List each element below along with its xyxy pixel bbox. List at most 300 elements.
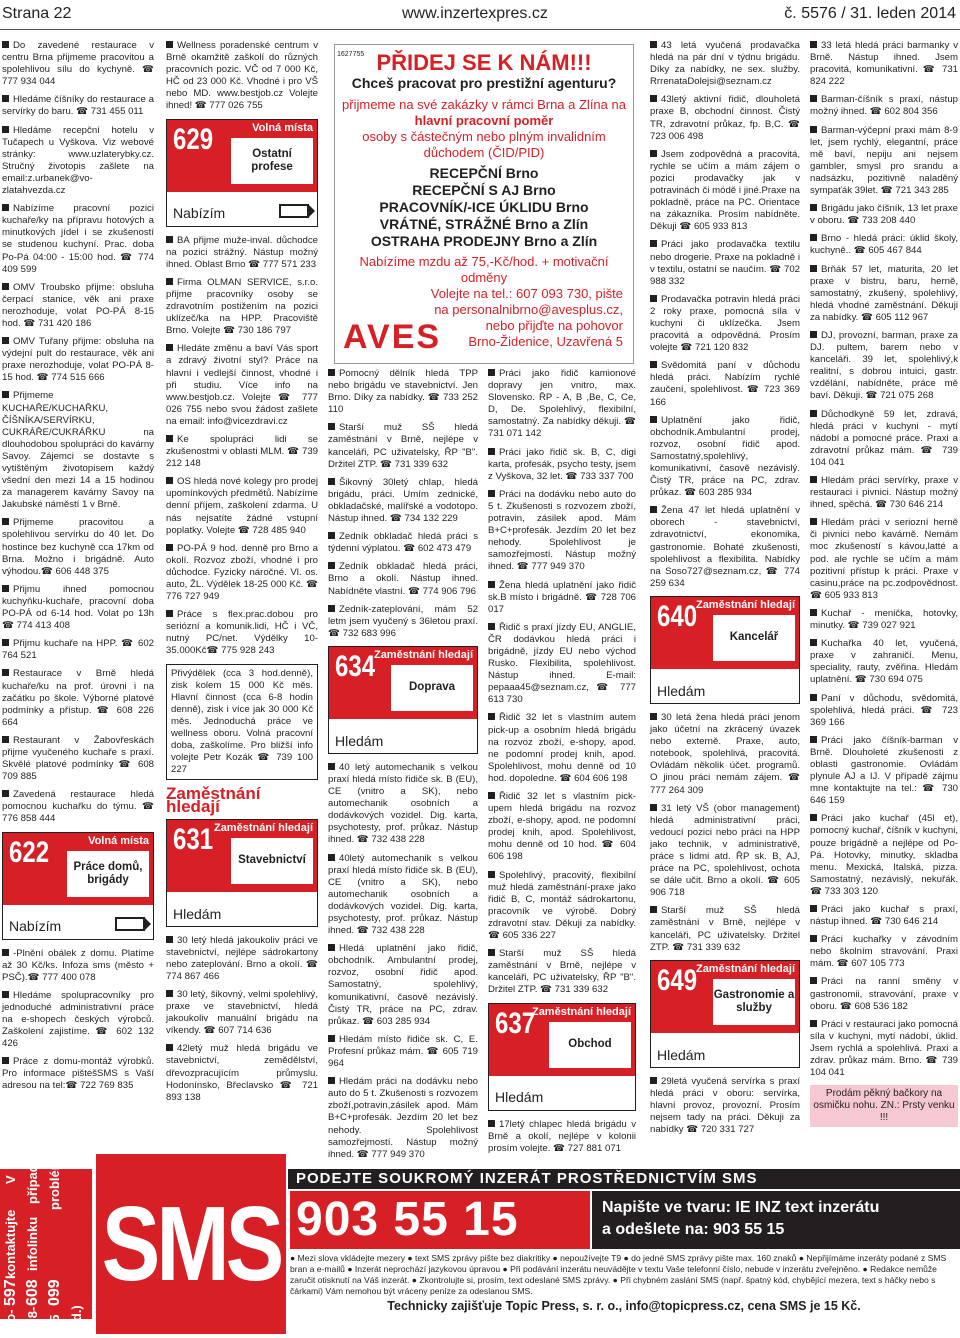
category-box-631 bbox=[166, 819, 318, 927]
ad-text: Do zavedené restaurace v centru Brna přijmeme pracovitou a spolehlivou sílu do kychyně. ☎ 777 934 044 bbox=[2, 40, 154, 88]
category-kind: Hledám bbox=[657, 682, 706, 699]
category-title: Doprava bbox=[391, 665, 473, 711]
category-number: 631 bbox=[173, 822, 214, 856]
bullet-square-icon bbox=[488, 949, 495, 956]
classified-ad bbox=[650, 712, 800, 797]
sms-banner bbox=[0, 1150, 960, 1338]
category-number: 634 bbox=[335, 649, 376, 683]
bullet-square-icon bbox=[810, 234, 817, 241]
arrow-icon bbox=[279, 204, 309, 218]
bullet-square-icon bbox=[650, 416, 657, 423]
ad-text: Spolehlivý, pracovitý, flexibilní muž hledá zaměstnání-praxe jako řidič B, C, montáž sádrokartonu, pracovník ve výrobě. Dobrý zdravotní stav. Děkuji za nabídky. ☎ 605 336 227 bbox=[488, 869, 636, 942]
category-type: Zaměstnání hledají bbox=[695, 598, 795, 611]
category-type: Volná místa bbox=[252, 121, 313, 134]
ad-text: OMV Tuřany přijme: obsluha na výdejní pult do restaurace, věk ani praxe nerozhoduje, volat PO-PÁ 8-15 hod. ☎ 774 515 666 bbox=[2, 336, 154, 384]
classified-ad bbox=[650, 149, 800, 234]
bullet-square-icon bbox=[2, 126, 9, 133]
bullet-square-icon bbox=[810, 639, 817, 646]
ad-text: 40 letý automechanik s velkou praxí hledá místo řidiče sk. B (EU), CE (vnitro a SK), nebo automechanik osobních a dodávkových vozidel. Dig. karta, psychotesty, prof. průkaz. Nástup ihned. ☎ 732 438 228 bbox=[328, 761, 478, 846]
ad-text: DJ, provozní, barman, praxe za DJ. pultem, barem nebo v kanceláři. 39 let, spolehlivý,k realitní, s dobrou intuici, gastr. vzdělání, nabídněte, práce mě baví. Děkuji. ☎ 721 075 268 bbox=[810, 329, 958, 402]
category-type: Volná místa bbox=[88, 834, 149, 847]
classified-ad bbox=[2, 990, 154, 1050]
ad-list bbox=[2, 948, 154, 1093]
ad-text: Barman-výčepní praxi mám 8-9 let, jsem rychlý, elegantní, práce mě baví, nepiju ani nejsem gambler, smysl pro srandu a nadsázku, pozitivně naladěný sympaťák 39let. ☎ 721 343 285 bbox=[810, 124, 958, 197]
bullet-square-icon bbox=[328, 854, 335, 861]
column-6 bbox=[810, 40, 958, 1127]
ad-text: 31 letý VŠ (obor management) hledá administrativní práci, vedoucí pozici nebo práci na HPP jako technik, v administrativě, práce s lidmi atd. ŘP sk. B, AJ, práce na PC, spolehlivost, ochota se dále učit. Brno a okolí. ☎ 605 906 718 bbox=[650, 802, 800, 899]
ad-text: Wellness poradenské centrum v Brně okamžitě zaškolí do různých pracovních pozic. VČ od 7 000 Kč, HČ od 23 000 Kč. Vhodné i pro VŠ nebo MD. www.bestjob.cz Volejte ihned! ☎ 777 026 755 bbox=[166, 40, 318, 112]
bullet-square-icon bbox=[2, 949, 9, 956]
bullet-square-icon bbox=[2, 204, 9, 211]
ad-text: Žena hledá uplatnění jako řidič sk.B místo i brigádně. ☎ 728 706 017 bbox=[488, 579, 636, 615]
ad-text: Restaurant v Žabovřeskách přijme vyučeného kuchaře s praxí. Skvělé platové podmínky ☎ 608 709 885 bbox=[2, 734, 154, 783]
classified-ad bbox=[810, 475, 958, 511]
ad-text: Důchodkyně 59 let, zdravá, hledá práci v kuchyni - mytí nádobí a pomocné práce. Praxi a zdravotní průkaz mám. ☎ 739 104 041 bbox=[810, 408, 958, 468]
classified-ad bbox=[328, 853, 478, 938]
classified-ad bbox=[166, 935, 318, 983]
ad-list bbox=[650, 1076, 800, 1136]
ad-text: Zedník obkladač hledá práci s týdenní výplatou. ☎ 602 473 479 bbox=[328, 531, 478, 555]
classified-ad bbox=[810, 735, 958, 808]
aves-text: Brno-Židenice, Uzavřená 5 bbox=[468, 334, 623, 349]
aves-text: osoby s částečným nebo plným invalidním důchodem (ČID/PID) bbox=[362, 129, 606, 160]
ad-text: Hledáme číšníky do restaurace a servírky do baru. ☎ 731 455 011 bbox=[2, 94, 154, 118]
ad-text: Firma OLMAN SERVICE, s.r.o. přijme pracovníky osoby se zdravotním postižením na pozici uklízeč/ka na HPP. Pracoviště Brno. Volejte ☎ 730 186 797 bbox=[166, 276, 318, 337]
classified-ad bbox=[328, 561, 478, 597]
classified-ad bbox=[488, 447, 636, 483]
ad-text: Zavedená restaurace hledá pomocnou kuchařku do týmu. ☎ 776 858 444 bbox=[2, 789, 154, 825]
bullet-square-icon bbox=[166, 278, 173, 285]
bullet-square-icon bbox=[650, 713, 657, 720]
aves-position: OSTRAHA PRODEJNY Brno a Zlín bbox=[370, 233, 598, 249]
classified-ad bbox=[810, 976, 958, 1012]
ad-text: Práci v restauraci jako pomocná síla v kuchyni, mytí nádobí, úklid. Jsem rychlá a spolehlivá. Praxi a zdrav. průkaz mám. Brno. ☎ 739 104 041 bbox=[810, 1018, 958, 1079]
category-title: Ostatní profese bbox=[231, 138, 313, 184]
category-box-649 bbox=[650, 960, 800, 1068]
classified-ad bbox=[488, 580, 636, 616]
bullet-square-icon bbox=[810, 95, 817, 102]
bullet-square-icon bbox=[328, 562, 335, 569]
aves-text: Nabízíme mzdu až 75,-Kč/hod. + motivační odměny bbox=[359, 254, 609, 285]
ad-list bbox=[166, 235, 318, 658]
ad-text: Šikovný 30letý chlap, hledá brigádu, práci. Umím zednické, obkladačské, malířské a vodotopo. Nástup ihned. ☎ 734 132 229 bbox=[328, 476, 478, 525]
aves-text: přijmeme na své zakázky v rámci Brna a Zlína na bbox=[342, 97, 626, 112]
bullet-square-icon bbox=[2, 669, 9, 676]
bullet-square-icon bbox=[810, 476, 817, 483]
sms-rules: ● Mezi slova vkládejte mezery ● text SMS zprávy pište bez diakritiky ● nepoužívejte T9 ● do jedné SMS zprávy pište max. 160 znaků ● Nepřijímáme inzeráty podané z SMS bran a e-mailů ● Inzerát neprochází jazykovou úpravou ● Při podávání inzerátu neuvádějte v textu Vaše telefonní číslo, nebude v inzerátu zveřejněno. ● Redakce nemůže zaručit otisknutí na Váš inzerát. ● Zkontrolujte si, prosím, text odeslané SMS zprávy. ● Při chybném zaslání SMS (např. špatný kód, chybějící mezera, text s háčky nebo s čárkami) Vám nemohou být vráceny peníze za odeslanou SMS. bbox=[290, 1253, 947, 1296]
bullet-square-icon bbox=[166, 544, 173, 551]
ad-text: Paní v důchodu, svědomitá, spolehlivá, hledá práci. ☎ 723 369 166 bbox=[810, 692, 958, 728]
classified-ad bbox=[488, 870, 636, 943]
classified-ad bbox=[166, 434, 318, 470]
classified-ad bbox=[166, 277, 318, 337]
classified-ad bbox=[2, 668, 154, 728]
bullet-square-icon bbox=[810, 609, 817, 616]
classified-ad bbox=[166, 235, 318, 271]
bullet-square-icon bbox=[2, 991, 9, 998]
ad-text: Práce s flex.prac.dobou pro seriózní a komunik.lidi, HČ i VČ, nutný PC/net. Výdělky 10-35.000Kč☎ 775 928 243 bbox=[166, 609, 318, 657]
category-number: 649 bbox=[657, 963, 698, 997]
classified-ad bbox=[488, 712, 636, 785]
aves-subheadline: Chceš pracovat pro prestižní agenturu? bbox=[351, 75, 617, 91]
category-kind: Hledám bbox=[335, 732, 384, 749]
classified-ad bbox=[2, 390, 154, 511]
infoline-text: V případě problémů bbox=[3, 1150, 62, 1210]
ad-text: Hledám práci servírky, praxe v restauraci i pivnici. Nástup možný ihned, spěchá. ☎ 730 646 214 bbox=[810, 475, 958, 511]
aves-text: Volejte na tel.: 607 093 730, pište bbox=[430, 286, 623, 301]
category-title: Stavebnictví bbox=[231, 838, 313, 884]
bullet-square-icon bbox=[2, 790, 9, 797]
ad-text: 30 letý hledá jakoukoliv práci ve stavebnictví, nejlépe sádrokartony nebo zateplování. Brno a okolí. ☎ 774 867 466 bbox=[166, 934, 318, 982]
ad-text: 29letá vyučená servírka s praxí hledá práci v oboru: servírka, hlavní provoz, provozní. Prosím nejsem tady na práci. Děkuji za nabídky ☎ 720 331 727 bbox=[650, 1075, 800, 1136]
classified-ad bbox=[488, 948, 636, 996]
classified-ad bbox=[2, 125, 154, 198]
classified-ad bbox=[650, 40, 800, 88]
classified-ad bbox=[2, 948, 154, 984]
ad-text: Řidič 32 let s vlastním pick-upem hledá brigádu na rozvoz zboží, e-shopy, apod. ne podomní prodej knih, apod. Spolehlivost, mohu denně od 10 hod. ☎ 604 606 198 bbox=[488, 791, 636, 863]
bullet-square-icon bbox=[488, 871, 495, 878]
classified-ad bbox=[488, 368, 636, 441]
column-4 bbox=[488, 368, 636, 1161]
bullet-square-icon bbox=[810, 41, 817, 48]
bullet-square-icon bbox=[488, 1120, 495, 1127]
bullet-square-icon bbox=[810, 331, 817, 338]
classified-ad bbox=[166, 476, 318, 536]
classified-ad bbox=[488, 489, 636, 574]
ad-text: Zedník-zateplování, mám 52 letm jsem vyučený s 36letou praxí. ☎ 732 683 996 bbox=[328, 603, 478, 639]
ad-text: OMV Troubsko přijme: obsluha čerpací stanice, věk ani praxe nerozhoduje, volat PO-PÁ 8-15 hod. ☎ 731 420 186 bbox=[2, 281, 154, 329]
category-type: Zaměstnání hledají bbox=[373, 648, 473, 661]
ad-text: Práci jako řidič sk. B, C, digi karta, profesák, psycho testy, jsem z Vyškova, 32 let. ☎ 733 337 700 bbox=[488, 446, 636, 482]
ad-text: Řidič s praxí jízdy EU, ANGLIE, ČR dodávkou hledá práci i brigádně, jízdy EU nebo východ Rusko. Flexibilita, spolehlivost. Nástup ihned. E-mail: pepaaa45@seznam.cz, ☎ 777 613 730 bbox=[488, 621, 636, 706]
classified-ad bbox=[328, 1034, 478, 1070]
ad-text: Přijmeme KUCHAŘE/KUCHAŘKU, ČÍŠNÍKA/SERVÍRKU, CUKRÁŘE/CUKRÁŘKU na dlouhodobou spolupráci do kavárny Savoy. Zájemci se dostavte s vytištěným životopisem každý všední den mezi 14 a 15 hodinou za managerem kavárny Savoy na Jakubské náměstí 1 v Brně. bbox=[2, 390, 154, 511]
ad-code: 1627755 bbox=[337, 51, 365, 58]
category-number: 629 bbox=[173, 122, 214, 156]
infoline-hours: (po-pá 8-15 hod.) bbox=[3, 1305, 84, 1338]
ad-list bbox=[488, 1119, 636, 1155]
ad-text: Prodavačka potravin hledá práci 2 roky praxe, pomocná síla v kuchyni či uklízečka. Jsem pracovitá a odpovědná. Prosím volejte ☎ 721 120 832 bbox=[650, 293, 800, 354]
bullet-square-icon bbox=[2, 95, 9, 102]
aves-text: hlavní pracovní poměr bbox=[414, 113, 554, 128]
classified-ad bbox=[328, 368, 478, 416]
ad-list bbox=[650, 40, 800, 590]
classified-ad bbox=[166, 609, 318, 657]
infoline-text: kontaktujte infolinku bbox=[3, 1209, 40, 1280]
bullet-square-icon bbox=[328, 1077, 335, 1084]
page-header bbox=[0, 0, 960, 30]
ad-text: Pomocný dělník hledá TPP nebo brigádu ve stavebnictví. Jen Brno. Díky za nabídky. ☎ 733 252 110 bbox=[328, 368, 478, 416]
bullet-square-icon bbox=[810, 977, 817, 984]
ad-text: OS hledá nové kolegy pro prodej upomínkových předmětů. Nabízíme denní příjem, zaškolení zdarma. U nás nejsatíte žádné vstupní poplatky. Volejte ☎ 728 485 940 bbox=[166, 476, 318, 536]
bullet-square-icon bbox=[488, 490, 495, 497]
column-1 bbox=[2, 40, 154, 1099]
sms-number[interactable]: 903 55 15 bbox=[290, 1191, 590, 1249]
ad-list bbox=[328, 368, 478, 640]
classified-ad bbox=[810, 264, 958, 324]
ad-text: Práci jako kuchař s praxí, nástup ihned. ☎ 730 646 214 bbox=[810, 904, 958, 928]
bullet-square-icon bbox=[2, 391, 9, 398]
ad-text: 43letý aktivní řidič, dlouholetá praxe B, obchodní činnost. Čistý TR, zdravotní průkaz, fp. B,C. ☎ 723 006 498 bbox=[650, 94, 800, 142]
ad-text: Starší muž SŠ hledá zaměstnání v Brně, nejlépe v kanceláři, PC uživatelsky. Držitel ZTP. ☎ 731 339 632 bbox=[650, 905, 800, 953]
sms-footer: Technicky zajišťuje Topic Press, s. r. o., info@topicpress.cz, cena SMS je 15 Kč. bbox=[387, 1299, 861, 1313]
classified-ad bbox=[328, 477, 478, 525]
pink-boxed-ad: Prodám pěkný bačkory na osmičku nohu. ZN.: Prsty venku !!! bbox=[810, 1085, 958, 1127]
classified-ad bbox=[166, 40, 318, 113]
bullet-square-icon bbox=[488, 713, 495, 720]
column-5 bbox=[650, 40, 800, 1142]
bullet-square-icon bbox=[328, 532, 335, 539]
classified-ad bbox=[2, 94, 154, 118]
classified-ad bbox=[2, 336, 154, 384]
bullet-square-icon bbox=[488, 792, 495, 799]
boxed-ad: Přivýdělek (cca 3 hod.denně), zisk kolem 15 000 Kč měs. Hlavní činnost (cca 6-8 hodin denně), zisk i více jak 30 000 Kč měs. Jednoduchá práce ve wellness oboru. Volná pracovní doba, zaškolíme. Pro bližší info volejte Petr Kozák ☎ 739 100 227 bbox=[166, 664, 318, 781]
ad-text: Práci jako řidič kamionové dopravy jen vnitro, max. Slovensko. ŘP - A, B ,Be, C, Ce, D, De. Spolehlivý, flexibilní, samostatný. Za nabídky děkuji. ☎ 731 071 142 bbox=[488, 368, 636, 440]
ad-text: Hledám místo řidiče sk. C, E. Profesní průkaz mám. ☎ 605 719 964 bbox=[328, 1033, 478, 1070]
bullet-square-icon bbox=[650, 95, 657, 102]
ad-text: Barman-číšník s praxí, nástup možný ihned. ☎ 602 804 356 bbox=[810, 94, 958, 118]
bullet-square-icon bbox=[810, 1020, 817, 1027]
classified-ad bbox=[650, 294, 800, 354]
sms-instruction-line: Napište ve tvaru: IE INZ text inzerátu bbox=[602, 1199, 880, 1216]
classified-ad bbox=[328, 1076, 478, 1161]
bullet-square-icon bbox=[2, 736, 9, 743]
classified-ad bbox=[166, 1043, 318, 1103]
bullet-square-icon bbox=[810, 204, 817, 211]
bullet-square-icon bbox=[2, 639, 9, 646]
bullet-square-icon bbox=[488, 448, 495, 455]
bullet-square-icon bbox=[650, 41, 657, 48]
ad-text: Práci na ranní směny v gastronomii, stravování, praxe v oboru. ☎ 608 536 182 bbox=[810, 976, 958, 1012]
bullet-square-icon bbox=[166, 41, 173, 48]
ad-text: Zedník obkladač hledá práci, Brno a okolí. Nástup ihned. Nabídněte vlastní. ☎ 774 906 796 bbox=[328, 561, 478, 597]
classified-ad bbox=[810, 409, 958, 469]
classified-ad bbox=[166, 989, 318, 1037]
ad-text: Nabízíme pracovní pozici kuchaře/ky na přípravu hotových a minutkových jídel i se zkušeností se studenou kuchyní. Prac. doba Po-Pá 04:00 - 15:00 hod. ☎ 774 409 599 bbox=[2, 203, 154, 275]
ad-text: Práci jako prodavačka textilu nebo drogerie. Praxe na pokladně i v textilu, ostatní se naučím. ☎ 702 988 332 bbox=[650, 239, 800, 287]
ad-list bbox=[328, 762, 478, 1161]
aves-position: RECEPČNÍ S AJ Brno bbox=[412, 182, 556, 198]
bullet-square-icon bbox=[650, 240, 657, 247]
category-title: Obchod bbox=[549, 1022, 631, 1068]
bullet-square-icon bbox=[328, 763, 335, 770]
ad-list bbox=[166, 935, 318, 1104]
category-box-637 bbox=[488, 1003, 636, 1111]
classified-ad bbox=[810, 904, 958, 928]
issue-info: č. 5576 / 31. leden 2014 bbox=[784, 5, 956, 22]
ad-text: Brno - hledá práci: úklid školy, kuchyně.. ☎ 605 467 844 bbox=[810, 233, 958, 257]
bullet-square-icon bbox=[488, 369, 495, 376]
category-box-629 bbox=[166, 119, 318, 227]
classified-ad bbox=[650, 905, 800, 953]
classified-ad bbox=[650, 94, 800, 142]
classified-ad bbox=[2, 735, 154, 783]
classified-ad bbox=[810, 233, 958, 257]
ad-text: Brigádu jako číšník, 13 let praxe v oboru. ☎ 733 208 440 bbox=[810, 203, 958, 227]
bullet-square-icon bbox=[810, 265, 817, 272]
section-title: Zaměstnání hledají bbox=[166, 784, 261, 816]
aves-logo: AVES bbox=[343, 318, 442, 356]
bullet-square-icon bbox=[166, 477, 173, 484]
category-type: Zaměstnání hledají bbox=[531, 1005, 631, 1018]
classified-ad bbox=[650, 415, 800, 500]
ad-text: PO-PÁ 9 hod. denně pro Brno a okolí. Rozvoz zboží, vhodné i pro důchodce. Fyzicky náročné. Vl. os. auto, ŽL. Výdělek 18-25 000 Kč. ☎ 776 727 949 bbox=[166, 542, 318, 603]
ad-text: Hledáte změnu a baví Vás sport a zdravý životní styl? Práce na hlavní i vedlejší činnost, vhodné i při studiu. Více info na www.bestjob.cz. Volejte ☎ 777 026 755 nebo svou žádost zašlete na email: info@vicezdravi.cz bbox=[166, 343, 318, 427]
classified-ad bbox=[810, 934, 958, 970]
bullet-square-icon bbox=[650, 295, 657, 302]
classified-ad bbox=[810, 517, 958, 602]
ad-text: Práci jako kuchař (45l et), pomocný kuchař, číšník v kuchyni, pouze brigádně a nejlépe od Po-Pá. Hotovky, minutky, skladba menu. Mexická, Italská, pizza. Samostatný, nezávislý, nekuřák. ☎ 733 303 120 bbox=[810, 813, 958, 897]
bullet-square-icon bbox=[810, 410, 817, 417]
classified-ad bbox=[810, 125, 958, 198]
classified-ad bbox=[328, 531, 478, 555]
bullet-square-icon bbox=[166, 435, 173, 442]
bullet-square-icon bbox=[810, 935, 817, 942]
bullet-square-icon bbox=[650, 804, 657, 811]
ad-text: Uplatnění jako řidič, obchodník.Ambulantní prodej, rozvoz, osobní řidič apod. Samostatný,spolehlivý, komunikativní, časově nezávislý. Čistý TR, práce na PC, zdrav. průkaz. ☎ 603 285 934 bbox=[650, 414, 800, 499]
column-2 bbox=[166, 40, 318, 1110]
category-box-640 bbox=[650, 596, 800, 704]
category-kind: Nabízím bbox=[9, 918, 62, 935]
ad-text: 30 letá žena hledá práci jenom jako účetní na zkrácený úvazek nebo externě. Praxe, auto, notebook, spolehlivá, pracovitá. Ovládám několik účet. programů. O jinou práci nemám zájem. ☎ 777 264 309 bbox=[650, 711, 800, 796]
bullet-square-icon bbox=[328, 1035, 335, 1042]
classified-ad bbox=[2, 789, 154, 825]
category-kind: Hledám bbox=[173, 905, 222, 922]
classified-ad bbox=[166, 543, 318, 603]
ad-text: Svědomitá paní v důchodu hledá práci. Nabízím rychlé zaučení, spolehlivost. ☎ 723 369 166 bbox=[650, 360, 800, 408]
bullet-square-icon bbox=[2, 1057, 9, 1064]
ad-text: Ke spolupráci lidi se zkušenostmi v oblasti MLM. ☎ 739 212 148 bbox=[166, 433, 318, 470]
classified-ad bbox=[650, 360, 800, 408]
category-kind: Nabízím bbox=[173, 205, 226, 222]
ad-text: -Plnění obálek z domu. Platíme až 30 Kč/ks. Infoza sms (město + PSČ).☎ 777 400 078 bbox=[2, 947, 154, 983]
ad-text: Hledá uplatnění jako řidič, obchodník. Ambulantní prodej, rozvoz, osobní řidič apod. Samostatný, spolehlivý, komunikativní, časově nezávislý. Čistý TR, práce na PC, zdrav. průkaz. ☎ 603 285 934 bbox=[328, 943, 478, 1027]
bullet-square-icon bbox=[166, 1044, 173, 1051]
bullet-square-icon bbox=[2, 41, 9, 48]
ad-text: Hledám práci na dodávku nebo auto do 5 t. Zkušenosti s rozvozem zboží,potravin,zásilek apod. Mám B+C+profesák. Jezdím 20 let bez nehody. Spolehlivost samozřejmostí. Nástup možný ihned. ☎ 777 949 370 bbox=[328, 1076, 478, 1160]
ad-text: Starší muž SŠ hledá zaměstnání v Brně, nejlépe v kanceláři, PC uživatelsky, ŘP "B". Držitel ZTP. ☎ 731 339 632 bbox=[328, 422, 478, 470]
ad-text: Práci na dodávku nebo auto do 5 t. Zkušenosti s rozvozem zboží, potravin, zásilek apod. Mám B+C+profesák. Jezdím 20 let bez nehody. Spolehlivost je samozřejmostí. Nástup možný ihned. ☎ 777 949 370 bbox=[488, 488, 636, 573]
ad-text: Práce z domu-montáž výrobků. Pro informace pištešSMS s Vaší adresou na tel:☎ 722 769 835 bbox=[2, 1056, 154, 1092]
bullet-square-icon bbox=[166, 990, 173, 997]
infoline-phone[interactable]: 597 608 099 bbox=[2, 1279, 63, 1306]
classified-ad bbox=[650, 803, 800, 900]
classified-ad bbox=[328, 762, 478, 847]
ad-text: Hledám práci v seriozní herně či pivnici nebo kavárně. Nemám moc zkušeností s kávou,latté a pod. ale rychle se učím a mám pozitivní přístup k práci. Praxe v casinu,práce na pc.zodpovědnost. ☎ 605 933 813 bbox=[810, 517, 958, 601]
bullet-square-icon bbox=[166, 936, 173, 943]
ad-text: Hledáme spolupracovníky pro jednoduché administrativní práce na e-shopech českých výrobců. Zaškolení zajistíme. ☎ 602 132 426 bbox=[2, 989, 154, 1050]
category-kind: Hledám bbox=[657, 1046, 706, 1063]
ad-list bbox=[810, 40, 958, 1079]
category-kind: Hledám bbox=[495, 1089, 544, 1106]
category-box-634 bbox=[328, 646, 478, 754]
aves-position: PRACOVNÍK/-ICE ÚKLIDU Brno bbox=[379, 199, 589, 215]
classified-ad bbox=[2, 638, 154, 662]
bullet-square-icon bbox=[650, 1077, 657, 1084]
bullet-square-icon bbox=[2, 585, 9, 592]
ad-text: 40letý automechanik s velkou praxí hledá místo řidiče sk. B (EU), CE (vnitro a SK), nebo automechanik osobních a dodávkových vozidel. Dig. karta, psychotesty, prof. průkaz. Nástup ihned. ☎ 732 438 228 bbox=[328, 852, 478, 937]
ad-text: 42letý muž hledá brigádu ve stavebnictví, zemědělství, dřevozpracujícím průmyslu. Hodonínsko, Břeclavsko ☎ 721 893 138 bbox=[166, 1043, 318, 1103]
aves-position: VRÁTNÉ, STRÁŽNÉ Brno a Zlín bbox=[379, 216, 589, 232]
sms-logo: SMS bbox=[96, 1154, 286, 1334]
bullet-square-icon bbox=[810, 814, 817, 821]
bullet-square-icon bbox=[810, 126, 817, 133]
classified-ad bbox=[166, 343, 318, 428]
bullet-square-icon bbox=[810, 518, 817, 525]
ad-list bbox=[2, 40, 154, 826]
category-box-622 bbox=[2, 832, 154, 940]
column-3 bbox=[328, 368, 478, 1167]
ad-text: Přijmu ihned pomocnou kuchyňku-kuchaře, pracovní doba PO-PÁ od 6-14 hod. Volat po 13h ☎ 774 413 408 bbox=[2, 583, 154, 632]
arrow-icon bbox=[115, 917, 145, 931]
ad-text: 43 letá vyučená prodavačka hledá na pár dní v týdnu brigádu. Díky za nabídky, ne sex. služby. RrrenataDolejsi@seznam.cz bbox=[650, 40, 800, 88]
bullet-square-icon bbox=[166, 236, 173, 243]
classified-ad bbox=[810, 693, 958, 729]
bullet-square-icon bbox=[166, 610, 173, 617]
category-number: 637 bbox=[495, 1006, 536, 1040]
ad-text: 17letý chlapec hledá brigádu v Brně a okolí, nejlépe v kolonii prosím volejte. ☎ 727 881 071 bbox=[488, 1118, 636, 1154]
classified-ad bbox=[328, 422, 478, 470]
bullet-square-icon bbox=[650, 906, 657, 913]
sms-instructions bbox=[592, 1191, 960, 1249]
classified-ad bbox=[2, 203, 154, 276]
bullet-square-icon bbox=[650, 150, 657, 157]
bullet-square-icon bbox=[328, 605, 335, 612]
ad-text: Přijmu kuchaře na HPP. ☎ 602 764 521 bbox=[2, 638, 154, 662]
bullet-square-icon bbox=[488, 581, 495, 588]
bullet-square-icon bbox=[2, 518, 9, 525]
category-title: Gastronomie a služby bbox=[713, 979, 795, 1025]
aves-text: na personalnibrno@avesplus.cz, bbox=[434, 302, 623, 317]
classified-ad bbox=[2, 282, 154, 330]
ad-list bbox=[166, 40, 318, 113]
classified-ad bbox=[328, 943, 478, 1028]
classified-ad bbox=[2, 40, 154, 88]
classified-ad bbox=[488, 1119, 636, 1155]
ad-text: Žena 47 let hledá uplatnění v oborech - stavebnictví, zdravotnictví, ekonomika, gastronomie. Bohaté zkušenosti, spolehlivost a flexibilita. Nabídky na Soso727@seznam.cz, ☎ 774 259 634 bbox=[650, 505, 800, 589]
infoline-box bbox=[0, 1150, 92, 1338]
sms-title: PODEJTE SOUKROMÝ INZERÁT PROSTŘEDNICTVÍM SMS bbox=[288, 1169, 960, 1189]
classified-ad bbox=[488, 791, 636, 864]
ad-text: Řidič 32 let s vlastním autem pick-up a osobním hledá brigádu na rozvoz zboží, e-shopy, apod. ne podomní prodej knih, apod. Spolehlivost, mohu denně od 10 hod. dopoledne. ☎ 604 606 198 bbox=[488, 712, 636, 784]
classified-ad bbox=[810, 94, 958, 118]
bullet-square-icon bbox=[328, 478, 335, 485]
classified-ad bbox=[810, 638, 958, 686]
ad-text: Kuchař - menička, hotovky, minutky. ☎ 739 027 921 bbox=[810, 607, 958, 632]
classified-ad bbox=[810, 1019, 958, 1079]
category-type: Zaměstnání hledají bbox=[695, 962, 795, 975]
bullet-square-icon bbox=[328, 423, 335, 430]
ad-text: BA přijme muže-inval. důchodce na pozici strážný. Nástup možný ihned. Oblast Brno ☎ 777 571 233 bbox=[166, 234, 318, 270]
bullet-square-icon bbox=[650, 361, 657, 368]
bullet-square-icon bbox=[328, 944, 335, 951]
category-number: 622 bbox=[9, 835, 50, 869]
bullet-square-icon bbox=[810, 736, 817, 743]
ad-text: 33 letá hledá práci barmanky v Brně. Nástup ihned. Jsem pracovitá, komunikativní. ☎ 731 824 222 bbox=[810, 40, 958, 88]
classified-ad bbox=[810, 608, 958, 632]
ad-list bbox=[650, 712, 800, 954]
category-type: Zaměstnání hledají bbox=[213, 821, 313, 834]
site-url[interactable]: www.inzertexpres.cz bbox=[402, 5, 548, 22]
classified-ad bbox=[488, 622, 636, 707]
ad-text: Práci kuchařky v závodním nebo školním stravování. Praxi mám. ☎ 607 105 773 bbox=[810, 934, 958, 970]
classified-ad bbox=[810, 330, 958, 403]
ad-text: Brňák 57 let, maturita, 20 let praxe v bistru, baru, herně, samostatný, zkušený, spolehlivý, hledá vhodné zaměstnání. Děkuji za nabídky. ☎ 605 112 967 bbox=[810, 263, 958, 323]
ad-list bbox=[488, 368, 636, 997]
bullet-square-icon bbox=[2, 283, 9, 290]
classified-ad bbox=[810, 40, 958, 88]
category-number: 640 bbox=[657, 599, 698, 633]
